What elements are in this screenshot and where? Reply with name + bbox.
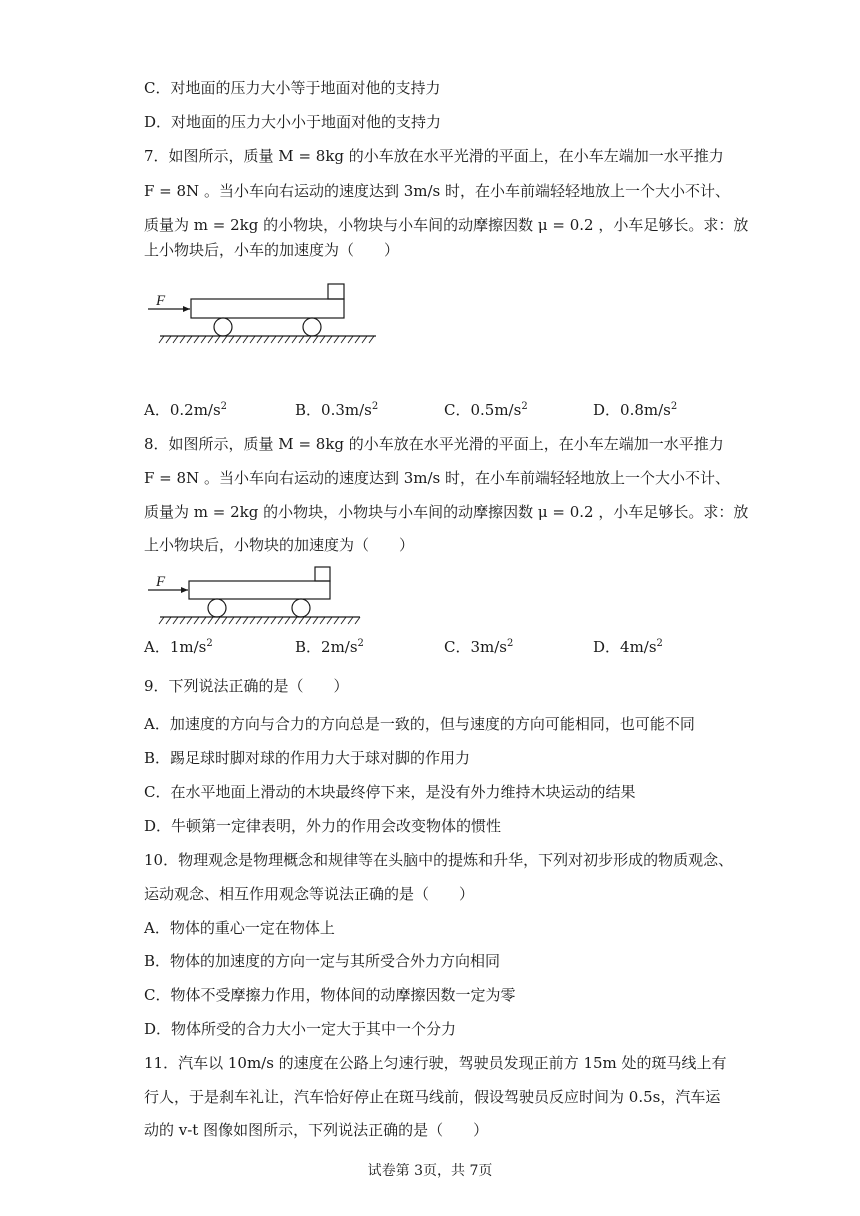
q7-option-d[interactable]: D．$0.8m/s^2$ xyxy=(593,401,678,419)
q11-stem-line3: 动的 v-t 图像如图所示，下列说法正确的是（ ） xyxy=(144,1121,489,1139)
q7-cart-figure xyxy=(144,280,384,350)
force-label: F xyxy=(156,293,166,309)
q8-option-d[interactable]: D．$4m/s^2$ xyxy=(593,638,663,656)
q9-stem: 9．下列说法正确的是（ ） xyxy=(144,677,349,695)
q10-option-a[interactable]: A．物体的重心一定在物体上 xyxy=(144,919,335,937)
q10-option-d[interactable]: D．物体所受的合力大小一定大于其中一个分力 xyxy=(144,1020,457,1038)
q8-stem-line3: 质量为 m = 2kg 的小物块，小物块与小车间的动摩擦因数 μ = 0.2 ，小车足够长。求：放 xyxy=(144,503,749,521)
q6-option-c: C．对地面的压力大小等于地面对他的支持力 xyxy=(144,79,441,97)
q11-stem-line2: 行人，于是刹车礼让，汽车恰好停止在斑马线前，假设驾驶员反应时间为 0.5s，汽车运 xyxy=(144,1088,721,1106)
q8-option-a[interactable]: A．$1m/s^2$ xyxy=(144,638,213,656)
q10-option-b[interactable]: B．物体的加速度的方向一定与其所受合外力方向相同 xyxy=(144,952,501,970)
q9-option-b[interactable]: B．踢足球时脚对球的作用力大于球对脚的作用力 xyxy=(144,749,471,767)
force-label: F xyxy=(156,574,166,590)
q7-stem-line1: 7．如图所示，质量 M = 8kg 的小车放在水平光滑的平面上，在小车左端加一水平推力 xyxy=(144,147,724,165)
q7-option-a[interactable]: A．$0.2m/s^2$ xyxy=(144,401,228,419)
q8-option-c[interactable]: C．$3m/s^2$ xyxy=(444,638,514,656)
q7-stem-line2: F = 8N 。当小车向右运动的速度达到 3m/s 时，在小车前端轻轻地放上一个大小不计、 xyxy=(144,182,731,200)
q9-option-d[interactable]: D．牛顿第一定律表明，外力的作用会改变物体的惯性 xyxy=(144,817,502,835)
q8-stem-line1: 8．如图所示，质量 M = 8kg 的小车放在水平光滑的平面上，在小车左端加一水平推力 xyxy=(144,435,724,453)
q8-cart-figure xyxy=(144,564,384,634)
q7-stem-line3: 质量为 m = 2kg 的小物块，小物块与小车间的动摩擦因数 μ = 0.2 ，小车足够长。求：放 xyxy=(144,216,749,234)
q8-stem-line4: 上小物块后，小物块的加速度为（ ） xyxy=(144,536,415,554)
q6-option-d: D．对地面的压力大小小于地面对他的支持力 xyxy=(144,113,442,131)
q10-stem-line2: 运动观念、相互作用观念等说法正确的是（ ） xyxy=(144,885,475,903)
q10-option-c[interactable]: C．物体不受摩擦力作用，物体间的动摩擦因数一定为零 xyxy=(144,986,516,1004)
q7-option-b[interactable]: B．$0.3m/s^2$ xyxy=(295,401,379,419)
q7-stem-line4: 上小物块后，小车的加速度为（ ） xyxy=(144,241,400,259)
q9-option-c[interactable]: C．在水平地面上滑动的木块最终停下来，是没有外力维持木块运动的结果 xyxy=(144,783,636,801)
q10-stem-line1: 10．物理观念是物理概念和规律等在头脑中的提炼和升华，下列对初步形成的物质观念、 xyxy=(144,851,734,869)
q9-option-a[interactable]: A．加速度的方向与合力的方向总是一致的，但与速度的方向可能相同，也可能不同 xyxy=(144,715,695,733)
q11-stem-line1: 11．汽车以 10m/s 的速度在公路上匀速行驶，驾驶员发现正前方 15m 处的斑马线上有 xyxy=(144,1054,727,1072)
q7-option-c[interactable]: C．$0.5m/s^2$ xyxy=(444,401,528,419)
q8-stem-line2: F = 8N 。当小车向右运动的速度达到 3m/s 时，在小车前端轻轻地放上一个大小不计、 xyxy=(144,469,731,487)
q8-option-b[interactable]: B．$2m/s^2$ xyxy=(295,638,364,656)
page-footer: 试卷第 3页，共 7页 xyxy=(367,1163,493,1179)
